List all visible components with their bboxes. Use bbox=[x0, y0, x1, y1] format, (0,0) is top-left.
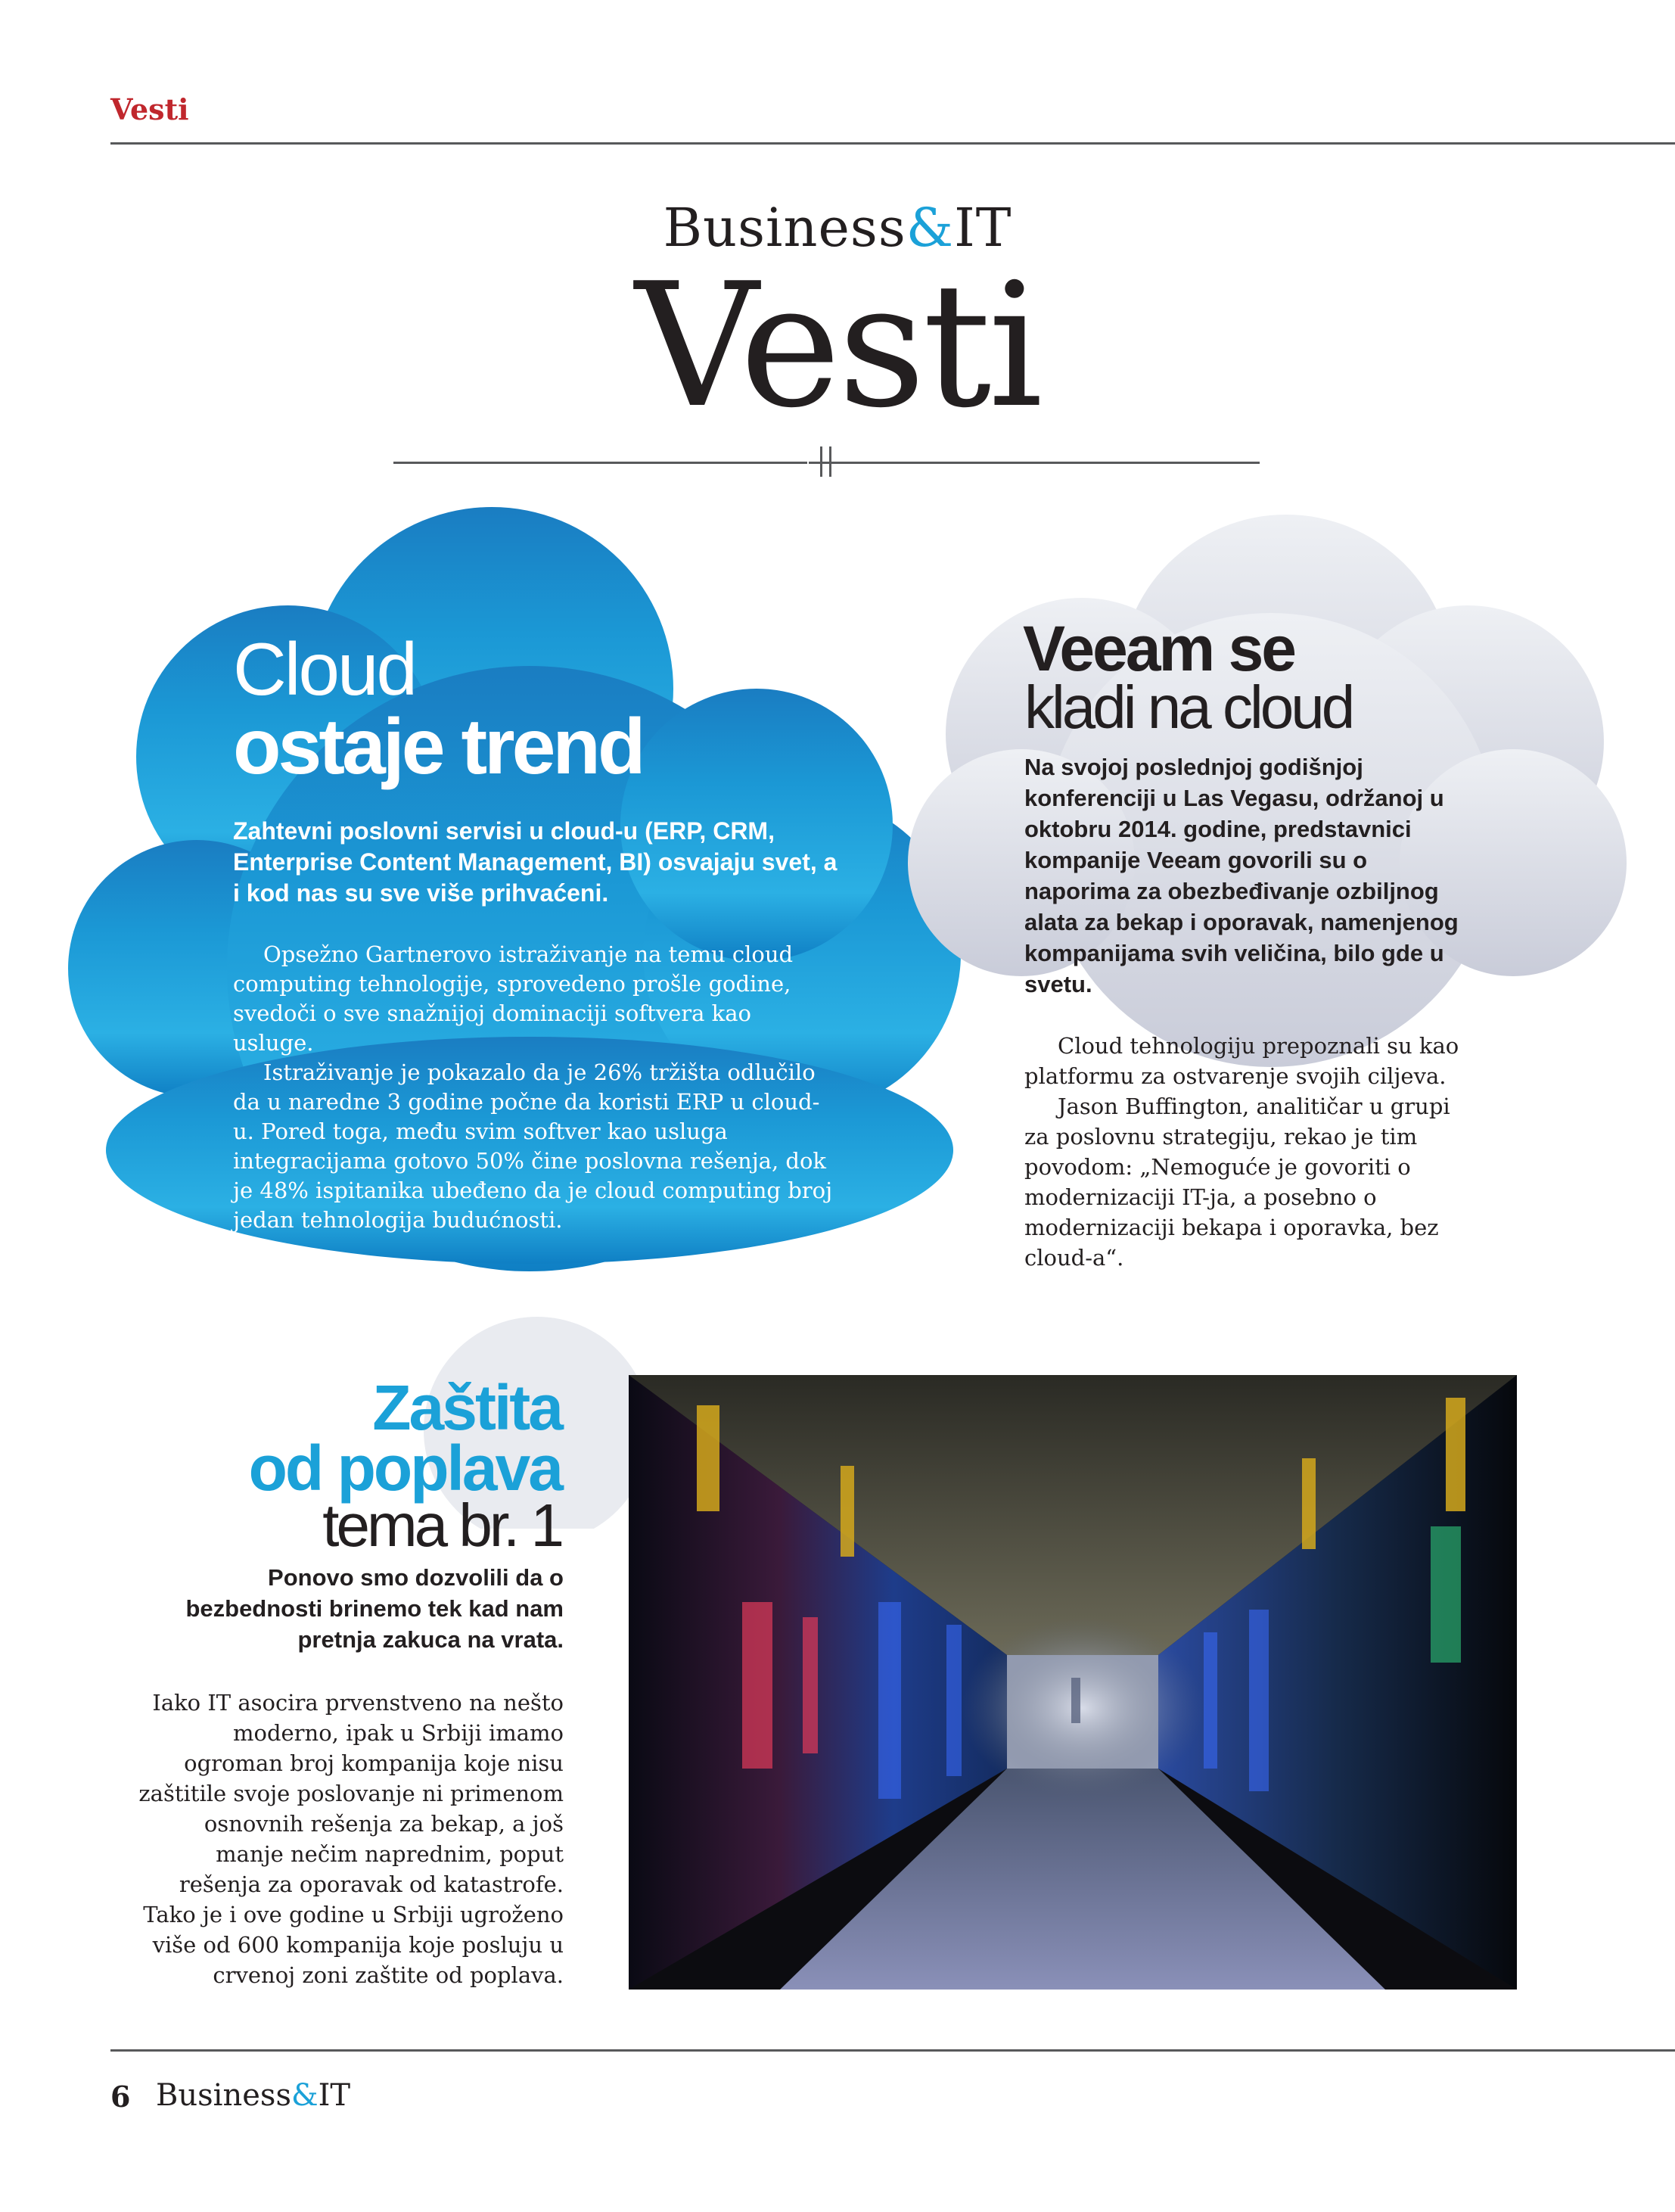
flood-article-headline-line2: od poplava bbox=[248, 1433, 561, 1504]
cloud-article-headline-line1: Cloud bbox=[233, 627, 416, 711]
page-title: Vesti bbox=[635, 247, 1040, 446]
cloud-article-body bbox=[233, 940, 834, 1235]
flood-article-lead: Ponovo smo dozvolili da o bezbednosti brinemo tek kad nam pretnja zakuca na vrata. bbox=[185, 1564, 564, 1653]
masthead-brand-it: IT bbox=[954, 197, 1012, 259]
veeam-article-headline-line1: Veeam se bbox=[1023, 613, 1295, 684]
masthead-brand-business: Business bbox=[663, 197, 906, 259]
title-rule-left bbox=[393, 462, 807, 464]
footer-brand-ampersand: & bbox=[291, 2078, 319, 2113]
veeam-article-lead: Na svojoj poslednjoj godišnjoj konferenciji u Las Vegasu, održanoj u oktobru 2014. godine, predstavnici kompanije Veeam govorili su o naporima za obezbeđivanje ozbiljnog alata za bekap i oporavak, namenjenog kompanijama svih veličina, bilo gde u svetu. bbox=[1024, 754, 1459, 997]
bottom-rule bbox=[110, 2049, 1675, 2052]
cloud-article-headline-line2: ostaje trend bbox=[233, 703, 643, 791]
masthead-brand-ampersand: & bbox=[906, 197, 955, 259]
footer-brand bbox=[156, 2078, 350, 2113]
cloud-article-paragraph: Opsežno Gartnerovo istraživanje na temu cloud computing tehnologije, sprovedeno prošle godine, svedoči o sve snažnijoj dominaciji softvera kao usluge. bbox=[233, 941, 794, 1056]
cloud-article-lead: Zahtevni poslovni servisi u cloud-u (ERP, CRM, Enterprise Content Management, BI) osvajaju svet, a i kod nas su sve više prihvaćeni. bbox=[233, 817, 838, 907]
footer-brand-business: Business bbox=[156, 2078, 291, 2113]
veeam-article-body bbox=[1024, 1031, 1463, 1273]
title-rule-right bbox=[809, 462, 1260, 464]
flood-article-paragraph: Iako IT asocira prvenstveno na nešto moderno, ipak u Srbiji imamo ogroman broj kompanija koje nisu zaštitile svoje poslovanje ni primenom osnovnih rešenja za bekap, a još manje nečim naprednim, poput rešenja za oporavak od katastrofe. Tako je i ove godine u Srbiji ugroženo više od 600 kompanija koje posluju u crvenoj zoni zaštite od poplava. bbox=[138, 1690, 564, 1988]
flood-article-headline-line3: tema br. 1 bbox=[322, 1492, 561, 1559]
flood-article-body bbox=[136, 1688, 564, 1990]
title-ornament bbox=[819, 446, 834, 477]
cloud-article-paragraph: Istraživanje je pokazalo da je 26% tržišta odlučilo da u naredne 3 godine počne da koristi ERP u cloud-u. Pored toga, među svim softver kao usluga integracijama gotovo 50% čine poslovna rešenja, dok je 48% ispitanika ubeđeno da je cloud computing broj jedan tehnologija budućnosti. bbox=[233, 1059, 833, 1233]
section-label: Vesti bbox=[110, 92, 189, 126]
page-number: 6 bbox=[110, 2080, 131, 2114]
flood-article-headline-line1: Zaštita bbox=[372, 1372, 561, 1443]
footer-brand-it: IT bbox=[318, 2078, 351, 2113]
veeam-article-paragraph: Jason Buffington, analitičar u grupi za poslovnu strategiju, rekao je tim povodom: „Nemoguće je govoriti o modernizaciji IT-ja, a posebno o modernizaciji bekapa i oporavka, bez cloud-a“. bbox=[1024, 1094, 1450, 1271]
veeam-article-paragraph: Cloud tehnologiju prepoznali su kao platformu za ostvarenje svojih ciljeva. bbox=[1024, 1033, 1459, 1089]
veeam-article-headline-line2: kladi na cloud bbox=[1024, 674, 1353, 741]
data-center-photo bbox=[629, 1375, 1517, 1990]
top-rule bbox=[110, 142, 1675, 145]
